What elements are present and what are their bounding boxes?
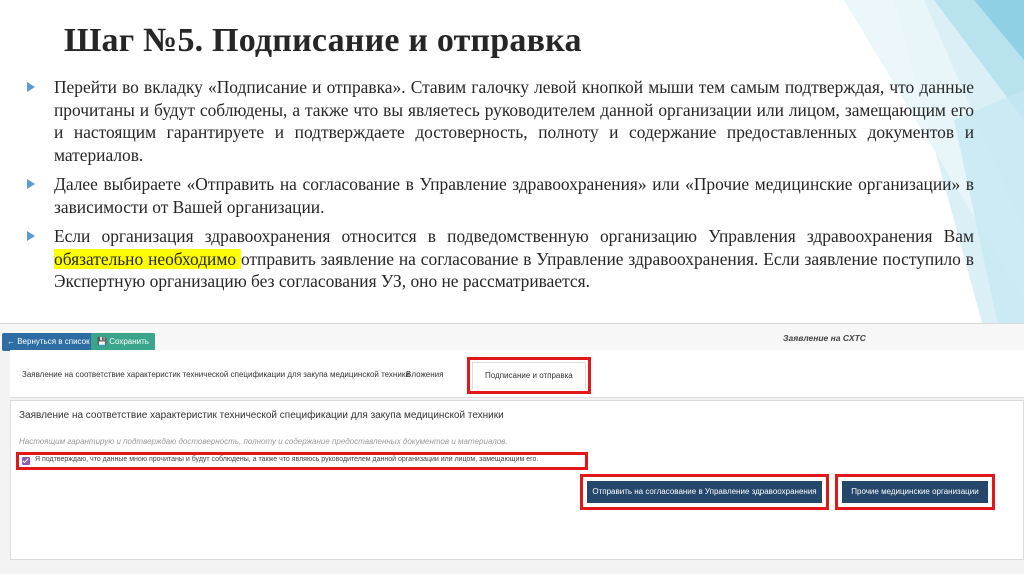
highlighted-text: обязательно необходимо	[54, 248, 241, 269]
save-button[interactable]	[91, 333, 155, 351]
panel-title: Заявление на соответствие характеристик технической спецификации для закупа медицинской техники	[19, 410, 504, 421]
bullet-arrow-icon	[27, 231, 35, 241]
other-medical-organizations-button[interactable]: Прочие медицинские организации	[842, 481, 988, 503]
tab-application[interactable]: Заявление на соответствие характеристик технической спецификации для закупа медицинской техники	[22, 370, 410, 379]
bullet-item	[24, 173, 974, 218]
send-to-health-department-button[interactable]: Отправить на согласование в Управление здравоохранения	[587, 481, 822, 503]
panel-hint: Настоящим гарантирую и подтверждаю достоверность, полноту и содержание предоставленных документов и материалов.	[19, 437, 508, 446]
bullet-list	[24, 76, 974, 300]
tab-attachments[interactable]: Вложения	[406, 370, 444, 379]
tab-bar	[10, 350, 1024, 398]
bullet-text: Далее выбираете «Отправить на согласование в Управление здравоохранения» или «Прочие медицинские организации» в зависимости от Вашей организации.	[54, 174, 974, 217]
bullet-text: Перейти во вкладку «Подписание и отправка». Ставим галочку левой кнопкой мыши тем самым подтверждая, что данные прочитаны и будут соблюдены, а также что вы являетесь руководителем данной организации или лицом, замещающим его и настоящим гарантируете и подтверждаете достоверность, полноту и содержание предоставленных документов и материалов.	[54, 77, 974, 165]
send-button-callout	[580, 474, 829, 510]
other-button-callout	[835, 474, 995, 510]
bullet-item	[24, 76, 974, 166]
slide-title: Шаг №5. Подписание и отправка	[64, 22, 582, 59]
confirm-checkbox[interactable]	[22, 457, 30, 465]
save-button-label: Сохранить	[109, 337, 149, 346]
app-screenshot	[0, 323, 1024, 574]
tab-signing-and-sending[interactable]: Подписание и отправка	[472, 362, 586, 389]
bullet-arrow-icon	[27, 82, 35, 92]
bullet-item	[24, 225, 974, 293]
back-to-list-button[interactable]: ← Вернуться в список	[2, 333, 95, 351]
bullet-text-after: отправить заявление на согласование в Управление здравоохранения. Если заявление поступило в Экспертную организацию без согласования УЗ, оно не рассматривается.	[54, 248, 974, 291]
bullet-arrow-icon	[27, 179, 35, 189]
confirm-row	[16, 452, 588, 470]
bullet-text-before: Если организация здравоохранения относится в подведомственную организацию Управления здравоохранения Вам	[54, 226, 974, 246]
save-icon: 💾	[97, 337, 107, 346]
confirm-label: Я подтверждаю, что данные мною прочитаны и будут соблюдены, а также что являюсь руководителем данной организации или лицом, замещающим его.	[35, 456, 539, 463]
app-toolbar	[0, 324, 1024, 350]
form-title: Заявление на СХТС	[783, 333, 866, 343]
